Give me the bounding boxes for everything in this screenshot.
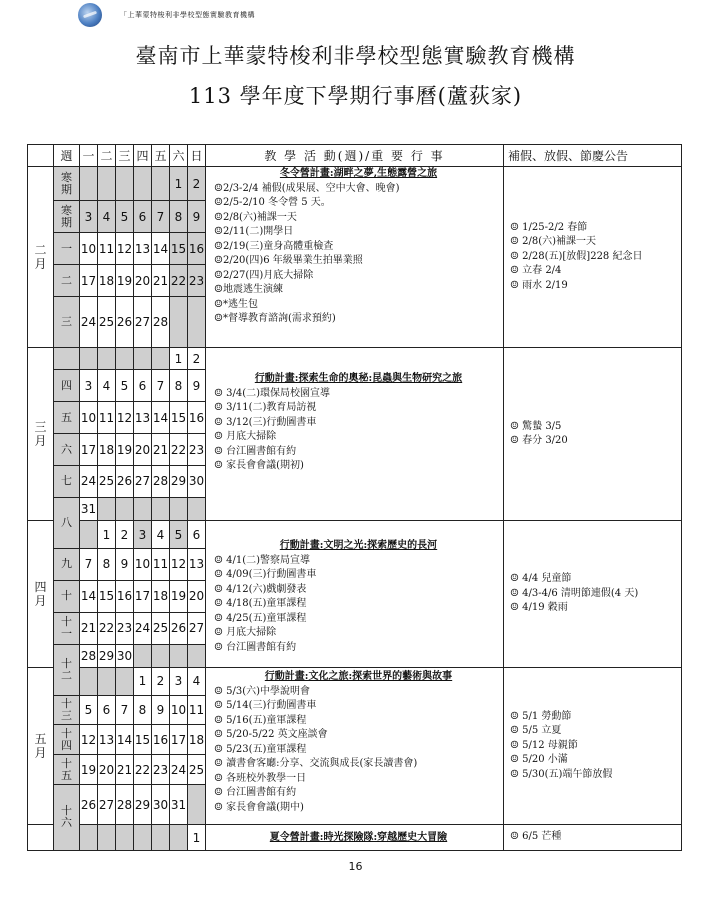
day-cell [134,497,152,520]
day-cell: 8 [98,548,116,580]
announcement-item: ☺ 4/19 穀雨 [510,602,568,614]
day-cell: 19 [116,434,134,466]
day-cell: 6 [98,695,116,725]
header-day-3: 四 [134,145,152,167]
day-cell: 15 [134,725,152,755]
activity-item: ☺ 3/11(二)教育局訪視 [214,402,317,414]
announcement-item: ☺ 2/28(五)[放假]228 紀念日 [510,250,643,262]
page-subtitle: 113 學年度下學期行事曆(蘆荻家) [188,84,523,108]
day-cell [170,297,188,348]
day-cell: 31 [170,784,188,824]
activity-plan-title: 夏令營計畫:時光探險隊:穿越歷史大冒險 [269,832,448,844]
day-cell: 17 [80,265,98,297]
activity-item: ☺*督導教育諮詢(需求預約) [214,313,336,325]
day-cell: 25 [188,755,206,785]
day-cell [134,348,152,370]
day-cell: 20 [188,580,206,612]
activity-item: ☺ 各班校外教學一日 [214,772,307,784]
activity-item: ☺ 4/12(六)戲劇發表 [214,583,307,595]
day-cell: 17 [80,434,98,466]
activity-item: ☺ 月底大掃除 [214,431,277,443]
day-cell: 19 [116,265,134,297]
activity-item: ☺ 台江圖書館有約 [214,445,297,457]
day-cell: 20 [134,265,152,297]
day-cell: 2 [188,167,206,201]
header-announcements: 補假、放假、節慶公告 [504,145,682,167]
activity-item: ☺ 台江圖書館有約 [214,787,297,799]
day-cell: 28 [80,644,98,667]
header-week: 週 [54,145,80,167]
day-cell [80,825,98,851]
day-cell: 26 [116,297,134,348]
announcement-item: ☺ 春分 3/20 [510,435,568,447]
activity-plan-title: 行動計畫:文明之光:探索歷史的長河 [279,540,438,552]
announcement-item: ☺ 立春 2/4 [510,265,562,277]
week-w2: 二 [54,265,80,297]
day-cell [98,497,116,520]
day-cell: 10 [170,695,188,725]
day-cell: 17 [134,580,152,612]
week-w14: 十 四 [54,725,80,755]
day-cell: 20 [134,434,152,466]
week-w5: 五 [54,402,80,434]
week-w16: 十 六 [54,784,80,850]
announcement-item: ☺ 雨水 2/19 [510,279,568,291]
day-cell [170,825,188,851]
header-empty-cell [28,145,54,167]
day-cell [152,497,170,520]
activity-item: ☺ 家長會會議(期中) [214,801,304,813]
week-w7: 七 [54,466,80,498]
day-cell: 14 [80,580,98,612]
day-cell: 25 [152,612,170,644]
day-cell [170,497,188,520]
activities-may [206,668,504,825]
month-feb: 二 月 [28,167,54,348]
day-cell [80,167,98,201]
day-cell: 7 [116,695,134,725]
day-cell: 12 [80,725,98,755]
week-w9: 九 [54,548,80,580]
day-cell: 11 [188,695,206,725]
day-cell: 3 [170,668,188,696]
announcements-mar [504,348,682,521]
activity-item: ☺ 3/12(三)行動圖書車 [214,416,317,428]
day-cell: 11 [98,233,116,265]
day-cell: 26 [170,612,188,644]
day-cell [116,825,134,851]
activity-item: ☺2/19(三)童身高體重檢查 [214,240,334,252]
announcements-feb [504,167,682,348]
page-title: 臺南市上華蒙特梭利非學校型態實驗教育機構 [135,44,576,68]
day-cell [152,167,170,201]
day-cell [98,167,116,201]
day-cell [116,348,134,370]
day-cell: 16 [188,233,206,265]
day-cell [80,348,98,370]
activity-item: ☺地震逃生演練 [214,284,283,296]
activity-item: ☺ 4/1(二)警察局宣導 [214,554,311,566]
day-cell: 22 [134,755,152,785]
week-w15: 十 五 [54,755,80,785]
day-cell: 25 [98,297,116,348]
day-cell: 23 [188,265,206,297]
week-w11: 十 一 [54,612,80,644]
announcement-item: ☺ 2/8(六)補課一天 [510,236,597,248]
day-cell: 9 [188,201,206,233]
day-cell: 16 [152,725,170,755]
activity-item: ☺2/8(六)補課一天 [214,211,297,223]
header-day-5: 六 [170,145,188,167]
day-cell: 21 [116,755,134,785]
day-cell: 6 [188,521,206,549]
day-cell: 7 [152,201,170,233]
activities-mar [206,348,504,521]
day-cell: 29 [98,644,116,667]
activities-apr [206,521,504,668]
day-cell: 11 [152,548,170,580]
announcement-item: ☺ 驚蟄 3/5 [510,420,562,432]
day-cell: 12 [116,233,134,265]
day-cell: 30 [116,644,134,667]
school-calendar-table [27,144,682,851]
day-cell: 27 [134,297,152,348]
day-cell: 14 [152,233,170,265]
day-cell: 12 [170,548,188,580]
day-cell: 23 [116,612,134,644]
week-w8: 八 [54,497,80,548]
activity-item: ☺ 家長會會議(期初) [214,460,304,472]
day-cell: 4 [188,668,206,696]
activities-feb [206,167,504,348]
day-cell: 13 [98,725,116,755]
day-cell: 16 [116,580,134,612]
day-cell: 17 [170,725,188,755]
day-cell: 5 [116,370,134,402]
day-cell: 9 [188,370,206,402]
day-cell [116,668,134,696]
activity-item: ☺ 5/23(五)童軍課程 [214,743,307,755]
header-day-6: 日 [188,145,206,167]
school-logo-icon [78,3,102,27]
week-cell-blank [54,348,80,370]
day-cell: 15 [98,580,116,612]
day-cell: 6 [134,370,152,402]
announcements-apr [504,521,682,668]
day-cell: 5 [170,521,188,549]
day-cell [188,784,206,824]
day-cell: 1 [98,521,116,549]
day-cell: 10 [80,233,98,265]
day-cell: 11 [98,402,116,434]
day-cell: 5 [116,201,134,233]
announcement-item: ☺ 4/3-4/6 清明節連假(4 天) [510,587,639,599]
day-cell: 1 [188,825,206,851]
week-w13: 十 三 [54,695,80,725]
day-cell [116,497,134,520]
activity-item: ☺ 5/20-5/22 英文座談會 [214,729,328,741]
day-cell: 28 [152,466,170,498]
day-cell: 2 [152,668,170,696]
day-cell [80,521,98,549]
activity-item: ☺ 5/3(六)中學說明會 [214,685,311,697]
month-may: 五 月 [28,668,54,825]
day-cell: 4 [98,201,116,233]
day-cell: 5 [80,695,98,725]
day-cell: 3 [134,521,152,549]
day-cell: 29 [170,466,188,498]
day-cell: 13 [134,233,152,265]
activity-item: ☺ 4/09(三)行動圖書車 [214,569,317,581]
activity-item: ☺ 月底大掃除 [214,627,277,639]
announcement-item: ☺ 5/5 立夏 [510,725,562,737]
day-cell: 9 [116,548,134,580]
day-cell: 8 [170,370,188,402]
day-cell: 1 [170,348,188,370]
day-cell: 22 [170,265,188,297]
activity-item: ☺ 5/16(五)童軍課程 [214,714,307,726]
day-cell: 27 [188,612,206,644]
activity-plan-title: 冬令營計畫:湖畔之夢,生態露營之旅 [279,168,438,180]
day-cell: 24 [80,297,98,348]
activity-item: ☺ 讀書會客廳:分享、交流與成長(家長讀書會) [214,758,418,770]
page-header [78,2,255,28]
day-cell: 1 [134,668,152,696]
day-cell: 18 [152,580,170,612]
activity-item: ☺ 台江圖書館有約 [214,641,297,653]
day-cell: 19 [170,580,188,612]
day-cell: 27 [98,784,116,824]
day-cell: 21 [80,612,98,644]
day-cell: 14 [152,402,170,434]
activity-item: ☺2/27(四)月底大掃除 [214,269,314,281]
day-cell: 3 [80,201,98,233]
month-apr: 四 月 [28,521,54,668]
day-cell: 13 [188,548,206,580]
day-cell: 29 [134,784,152,824]
day-cell [188,644,206,667]
week-w1: 一 [54,233,80,265]
day-cell [188,497,206,520]
day-cell: 26 [80,784,98,824]
header-day-0: 一 [80,145,98,167]
week-w12: 十 二 [54,644,80,695]
day-cell [152,348,170,370]
page-number: 16 [348,860,363,873]
announcement-item: ☺ 6/5 芒種 [510,831,562,843]
day-cell: 8 [170,201,188,233]
day-cell: 2 [116,521,134,549]
week-w10: 十 [54,580,80,612]
day-cell [170,644,188,667]
day-cell: 30 [188,466,206,498]
day-cell: 30 [152,784,170,824]
day-cell: 20 [98,755,116,785]
header-day-1: 二 [98,145,116,167]
day-cell: 6 [134,201,152,233]
day-cell [134,825,152,851]
day-cell: 8 [134,695,152,725]
day-cell [152,825,170,851]
day-cell: 10 [80,402,98,434]
day-cell: 23 [188,434,206,466]
day-cell: 24 [170,755,188,785]
day-cell: 18 [188,725,206,755]
day-cell: 15 [170,233,188,265]
day-cell: 10 [134,548,152,580]
day-cell: 31 [80,497,98,520]
day-cell: 25 [98,466,116,498]
month-cell-blank [28,825,54,851]
activity-plan-title: 行動計畫:探索生命的奧秘:昆蟲與生物研究之旅 [254,373,463,385]
activity-item: ☺2/3-2/4 補假(成果展、空中大會、晚會) [214,182,400,194]
day-cell: 9 [152,695,170,725]
day-cell [98,348,116,370]
day-cell: 28 [116,784,134,824]
week-w4: 四 [54,370,80,402]
day-cell: 21 [152,434,170,466]
activity-plan-title: 行動計畫:文化之旅:探索世界的藝術與故事 [264,671,453,683]
day-cell: 23 [152,755,170,785]
week-winter2: 寒 期 [54,201,80,233]
header-day-2: 三 [116,145,134,167]
day-cell: 18 [98,434,116,466]
announcement-item: ☺ 5/1 勞動節 [510,710,572,722]
day-cell: 16 [188,402,206,434]
activity-item: ☺ 4/18(五)童軍課程 [214,598,307,610]
day-cell: 27 [134,466,152,498]
header-day-4: 五 [152,145,170,167]
week-winter1: 寒 期 [54,167,80,201]
day-cell: 13 [134,402,152,434]
announcement-item: ☺ 5/12 母親節 [510,739,578,751]
day-cell: 3 [80,370,98,402]
activity-item: ☺*逃生包 [214,298,258,310]
day-cell: 19 [80,755,98,785]
day-cell: 26 [116,466,134,498]
day-cell [98,825,116,851]
announcements-may [504,668,682,825]
day-cell: 28 [152,297,170,348]
day-cell: 24 [80,466,98,498]
day-cell: 1 [170,167,188,201]
day-cell [188,297,206,348]
day-cell: 7 [80,548,98,580]
activity-item: ☺ 4/25(五)童軍課程 [214,612,307,624]
week-w6: 六 [54,434,80,466]
week-w3: 三 [54,297,80,348]
day-cell: 14 [116,725,134,755]
day-cell [134,644,152,667]
day-cell: 22 [98,612,116,644]
day-cell [80,668,98,696]
day-cell [134,167,152,201]
day-cell [98,668,116,696]
day-cell: 4 [98,370,116,402]
announcement-item: ☺ 5/20 小滿 [510,754,568,766]
activities-jun [206,825,504,851]
day-cell: 24 [134,612,152,644]
activity-item: ☺2/5-2/10 冬令營 5 天。 [214,197,331,209]
month-mar: 三 月 [28,348,54,521]
day-cell: 4 [152,521,170,549]
day-cell [152,644,170,667]
day-cell: 22 [170,434,188,466]
activity-item: ☺ 3/4(二)環保局校園宣導 [214,387,331,399]
activity-item: ☺ 5/14(三)行動圖書車 [214,700,317,712]
day-cell: 2 [188,348,206,370]
day-cell [116,167,134,201]
announcement-item: ☺ 1/25-2/2 春節 [510,221,588,233]
header-org-name: 「上華蒙特梭利非學校型態實驗教育機構 [120,11,255,19]
day-cell: 15 [170,402,188,434]
announcement-item: ☺ 5/30(五)端午節放假 [510,768,613,780]
activity-item: ☺2/11(二)開學日 [214,226,294,238]
day-cell: 21 [152,265,170,297]
header-activities: 教 學 活 動(週)/重 要 行 事 [206,145,504,167]
day-cell: 7 [152,370,170,402]
activity-item: ☺2/20(四)6 年級畢業生拍畢業照 [214,255,363,267]
announcements-jun [504,825,682,851]
day-cell: 18 [98,265,116,297]
day-cell: 12 [116,402,134,434]
announcement-item: ☺ 4/4 兒童節 [510,573,572,585]
